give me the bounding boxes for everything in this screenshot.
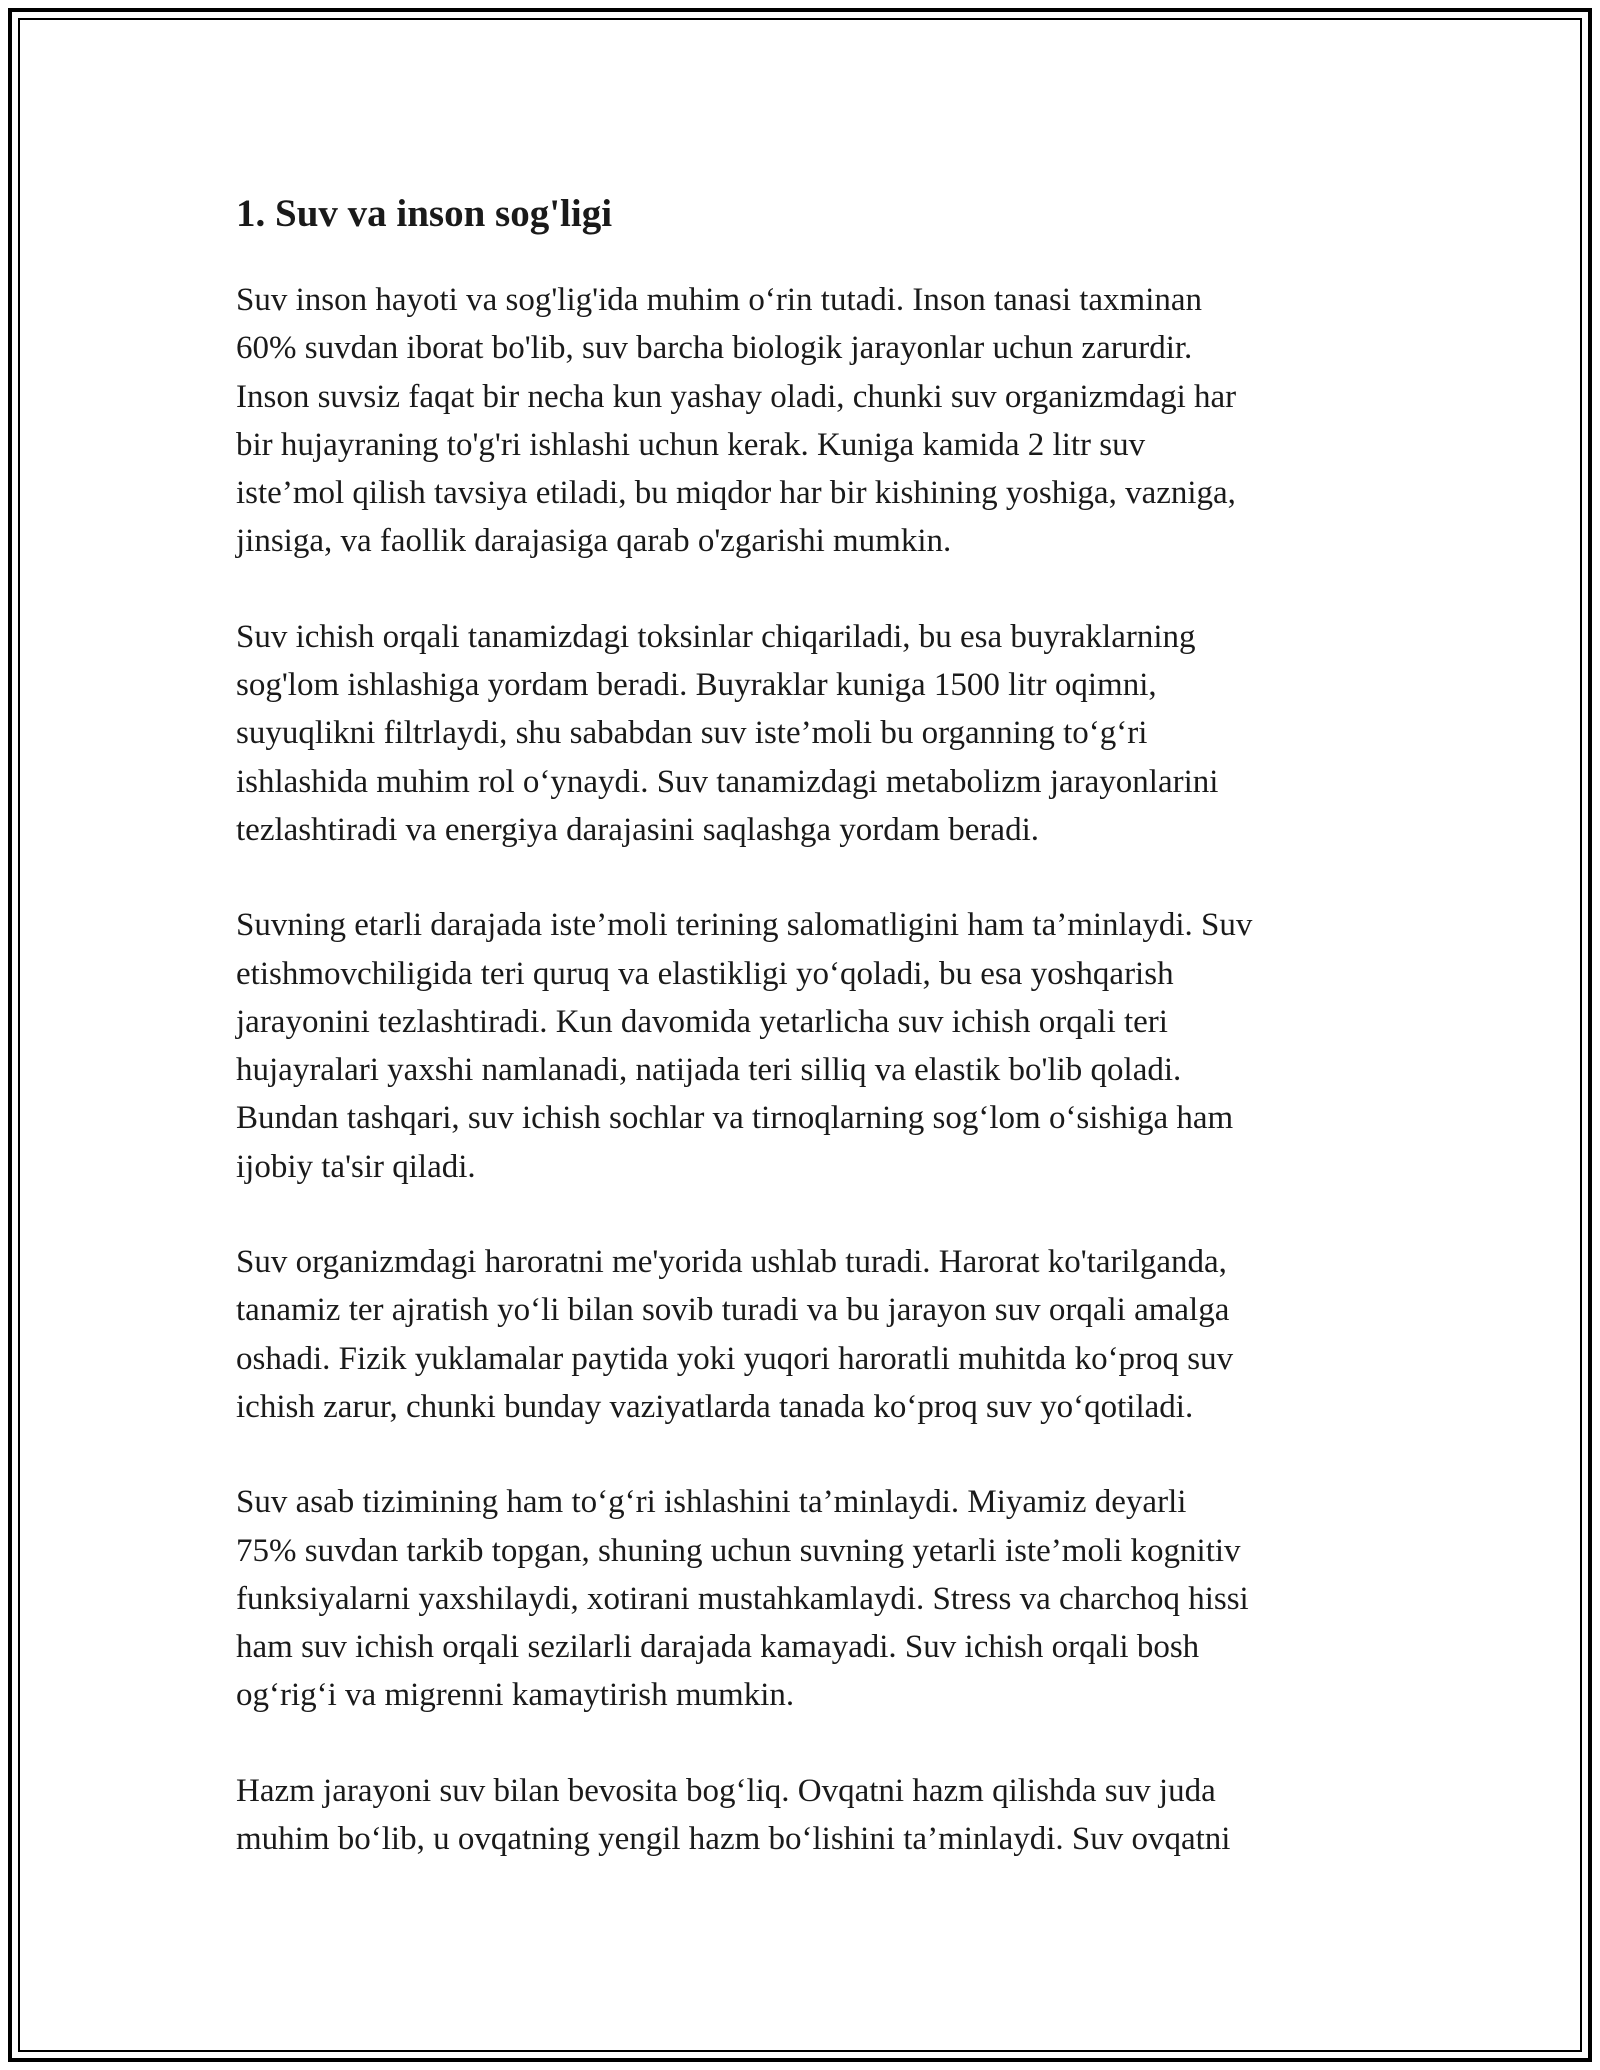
paragraph-line: hujayralari yaxshi namlanadi, natijada teri silliq va elastik bo'lib qoladi. [236, 1052, 1182, 1089]
paragraph-line: ham suv ichish orqali sezilarli darajada kamayadi. Suv ichish orqali bosh [236, 1629, 1200, 1666]
paragraph-line: jinsiga, va faollik darajasiga qarab o'zgarishi mumkin. [236, 523, 952, 560]
paragraph-line: Suvning etarli darajada iste’moli terining salomatligini ham ta’minlaydi. Suv [236, 907, 1253, 944]
paragraph-line: Suv inson hayoti va sog'lig'ida muhim o‘rin tutadi. Inson tanasi taxminan [236, 282, 1203, 318]
paragraph-4 [236, 1238, 1376, 1431]
paragraph-2 [236, 613, 1376, 854]
paragraph-line: iste’mol qilish tavsiya etiladi, bu miqdor har bir kishining yoshiga, vazniga, [236, 475, 1236, 512]
paragraph-line: Hazm jarayoni suv bilan bevosita bog‘liq. Ovqatni hazm qilishda suv juda [236, 1772, 1216, 1809]
paragraph-line: Suv organizmdagi haroratni me'yorida ushlab turadi. Harorat ko'tarilganda, [236, 1244, 1227, 1281]
paragraph-3 [236, 901, 1376, 1191]
paragraph-line: bir hujayraning to'g'ri ishlashi uchun kerak. Kuniga kamida 2 litr suv [236, 426, 1146, 463]
paragraph-line: og‘rig‘i va migrenni kamaytirish mumkin. [236, 1677, 795, 1714]
paragraph-line: 60% suvdan iborat bo'lib, suv barcha biologik jarayonlar uchun zarurdir. [236, 330, 1193, 367]
paragraph-line: etishmovchiligida teri quruq va elastikligi yo‘qoladi, bu esa yoshqarish [236, 955, 1174, 992]
paragraph-line: muhim bo‘lib, u ovqatning yengil hazm bo‘lishini ta’minlaydi. Suv ovqatni [236, 1821, 1231, 1858]
paragraph-line: ijobiy ta'sir qiladi. [236, 1148, 476, 1185]
section-title: 1. Suv va inson sog'ligi [236, 192, 613, 235]
paragraph-6 [236, 1767, 1376, 1864]
paragraph-line: suyuqlikni filtrlaydi, shu sababdan suv iste’moli bu organning to‘g‘ri [236, 715, 1148, 752]
paragraph-line: tezlashtiradi va energiya darajasini saqlashga yordam beradi. [236, 811, 1039, 848]
paragraph-line: jarayonini tezlashtiradi. Kun davomida yetarlicha suv ichish orqali teri [236, 1003, 1168, 1040]
paragraph-line: funksiyalarni yaxshilaydi, xotirani mustahkamlaydi. Stress va charchoq hissi [236, 1580, 1249, 1617]
paragraph-line: ishlashida muhim rol o‘ynaydi. Suv tanamizdagi metabolizm jarayonlarini [236, 763, 1219, 800]
document-body [236, 186, 1376, 1910]
paragraph-line: oshadi. Fizik yuklamalar paytida yoki yuqori haroratli muhitda ko‘proq suv [236, 1340, 1234, 1377]
paragraph-line: ichish zarur, chunki bunday vaziyatlarda tanada ko‘proq suv yo‘qotiladi. [236, 1388, 1194, 1425]
paragraph-line: Bundan tashqari, suv ichish sochlar va tirnoqlarning sog‘lom o‘sishiga ham [236, 1100, 1234, 1137]
paragraph-5 [236, 1478, 1376, 1719]
paragraph-line: Suv asab tizimining ham to‘g‘ri ishlashini ta’minlaydi. Miyamiz deyarli [236, 1484, 1187, 1521]
paragraph-line: sog'lom ishlashiga yordam beradi. Buyraklar kuniga 1500 litr oqimni, [236, 667, 1157, 704]
paragraph-line: tanamiz ter ajratish yo‘li bilan sovib turadi va bu jarayon suv orqali amalga [236, 1292, 1230, 1329]
paragraph-line: Suv ichish orqali tanamizdagi toksinlar chiqariladi, bu esa buyraklarning [236, 618, 1196, 655]
paragraph-line: Inson suvsiz faqat bir necha kun yashay oladi, chunki suv organizmdagi har [236, 378, 1237, 415]
paragraph-1 [236, 276, 1376, 566]
paragraph-line: 75% suvdan tarkib topgan, shuning uchun suvning yetarli iste’moli kognitiv [236, 1532, 1241, 1569]
